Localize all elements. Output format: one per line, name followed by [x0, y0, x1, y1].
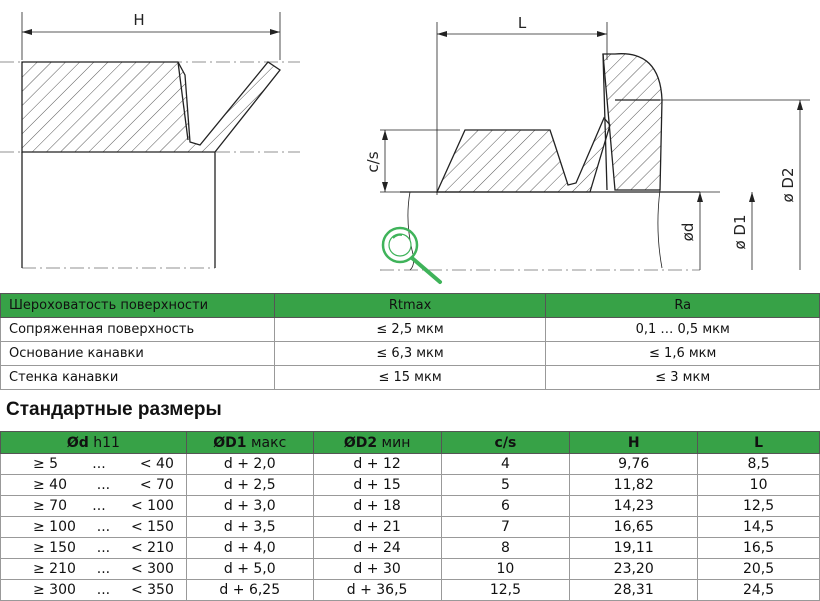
- roughness-cell: ≤ 3 мкм: [546, 366, 820, 390]
- d-from: ≥ 40: [33, 477, 67, 493]
- cell-L: 12,5: [698, 496, 820, 517]
- cell-L: 8,5: [698, 454, 820, 475]
- d-sep: ...: [96, 519, 111, 535]
- cell-H: 28,31: [570, 580, 698, 601]
- table-row: [1, 496, 820, 517]
- cell-L: 10: [698, 475, 820, 496]
- table-row: [1, 559, 820, 580]
- d-sep: ...: [96, 540, 111, 556]
- cell-D1: d + 3,5: [186, 517, 313, 538]
- cell-cs: 6: [441, 496, 570, 517]
- cell-cs: 5: [441, 475, 570, 496]
- cell-H: 16,65: [570, 517, 698, 538]
- dim-label-H: H: [133, 11, 145, 29]
- d-to: < 40: [139, 456, 174, 472]
- d-from: ≥ 70: [33, 498, 67, 514]
- roughness-cell: ≤ 2,5 мкм: [274, 318, 546, 342]
- dim-label-D2: ø D2: [779, 167, 797, 203]
- d-to: < 70: [139, 477, 174, 493]
- cell-cs: 8: [441, 538, 570, 559]
- dim-label-D1: ø D1: [731, 214, 749, 250]
- table-row: [1, 318, 820, 342]
- left-section-view: [0, 12, 300, 268]
- roughness-header-ra: Ra: [546, 294, 820, 318]
- sizes-header-D2: ØD2 мин: [313, 432, 441, 454]
- cell-cs: 12,5: [441, 580, 570, 601]
- d-sep: ...: [92, 456, 106, 472]
- cell-L: 16,5: [698, 538, 820, 559]
- table-row: [1, 366, 820, 390]
- table-row: [1, 538, 820, 559]
- d-sep: ...: [96, 582, 111, 598]
- roughness-cell: Сопряженная поверхность: [1, 318, 275, 342]
- d-to: < 300: [130, 561, 174, 577]
- roughness-cell: ≤ 6,3 мкм: [274, 342, 546, 366]
- d-to: < 150: [130, 519, 174, 535]
- cell-D1: d + 6,25: [186, 580, 313, 601]
- table-row: [1, 454, 820, 475]
- roughness-cell: ≤ 15 мкм: [274, 366, 546, 390]
- cell-D2: d + 15: [313, 475, 441, 496]
- roughness-cell: ≤ 1,6 мкм: [546, 342, 820, 366]
- sizes-header-d: Ød h11: [1, 432, 187, 454]
- cell-D2: d + 24: [313, 538, 441, 559]
- cell-H: 11,82: [570, 475, 698, 496]
- cell-H: 23,20: [570, 559, 698, 580]
- d-from: ≥ 150: [33, 540, 76, 556]
- cell-cs: 4: [441, 454, 570, 475]
- standard-sizes-table: [0, 431, 820, 601]
- d-to: < 350: [130, 582, 174, 598]
- table-row: [1, 517, 820, 538]
- sizes-header-L: L: [698, 432, 820, 454]
- cell-L: 20,5: [698, 559, 820, 580]
- cell-H: 14,23: [570, 496, 698, 517]
- dim-label-L: L: [517, 14, 527, 32]
- cell-D1: d + 3,0: [186, 496, 313, 517]
- d-from: ≥ 100: [33, 519, 76, 535]
- d-from: ≥ 5: [33, 456, 59, 472]
- dim-label-d: ød: [679, 222, 697, 242]
- d-to: < 210: [130, 540, 174, 556]
- technical-drawing: [0, 0, 820, 288]
- roughness-header-row: [1, 294, 820, 318]
- d-sep: ...: [92, 498, 106, 514]
- roughness-table: [0, 293, 820, 390]
- cell-H: 19,11: [570, 538, 698, 559]
- roughness-cell: 0,1 … 0,5 мкм: [546, 318, 820, 342]
- sizes-header-H: H: [570, 432, 698, 454]
- section-title: Стандартные размеры: [6, 399, 222, 420]
- cell-D1: d + 5,0: [186, 559, 313, 580]
- roughness-cell: Стенка канавки: [1, 366, 275, 390]
- cell-D1: d + 2,5: [186, 475, 313, 496]
- cell-D2: d + 30: [313, 559, 441, 580]
- d-sep: ...: [96, 561, 111, 577]
- cell-cs: 10: [441, 559, 570, 580]
- table-row: [1, 342, 820, 366]
- sizes-header-cs: c/s: [441, 432, 570, 454]
- roughness-header-rtmax: Rtmax: [274, 294, 546, 318]
- table-row: [1, 475, 820, 496]
- roughness-cell: Основание канавки: [1, 342, 275, 366]
- d-sep: ...: [96, 477, 111, 493]
- cell-L: 24,5: [698, 580, 820, 601]
- cell-cs: 7: [441, 517, 570, 538]
- cell-D2: d + 21: [313, 517, 441, 538]
- sizes-header-row: [1, 432, 820, 454]
- cell-D2: d + 12: [313, 454, 441, 475]
- magnifier-icon[interactable]: [383, 228, 440, 282]
- d-to: < 100: [130, 498, 174, 514]
- table-row: [1, 580, 820, 601]
- sizes-header-D1: ØD1 макс: [186, 432, 313, 454]
- dim-label-cs: c/s: [364, 151, 382, 173]
- cell-D1: d + 2,0: [186, 454, 313, 475]
- d-from: ≥ 210: [33, 561, 76, 577]
- roughness-header-surface: Шероховатость поверхности: [1, 294, 275, 318]
- cell-D1: d + 4,0: [186, 538, 313, 559]
- d-from: ≥ 300: [33, 582, 76, 598]
- cell-L: 14,5: [698, 517, 820, 538]
- cell-D2: d + 18: [313, 496, 441, 517]
- cell-H: 9,76: [570, 454, 698, 475]
- cell-D2: d + 36,5: [313, 580, 441, 601]
